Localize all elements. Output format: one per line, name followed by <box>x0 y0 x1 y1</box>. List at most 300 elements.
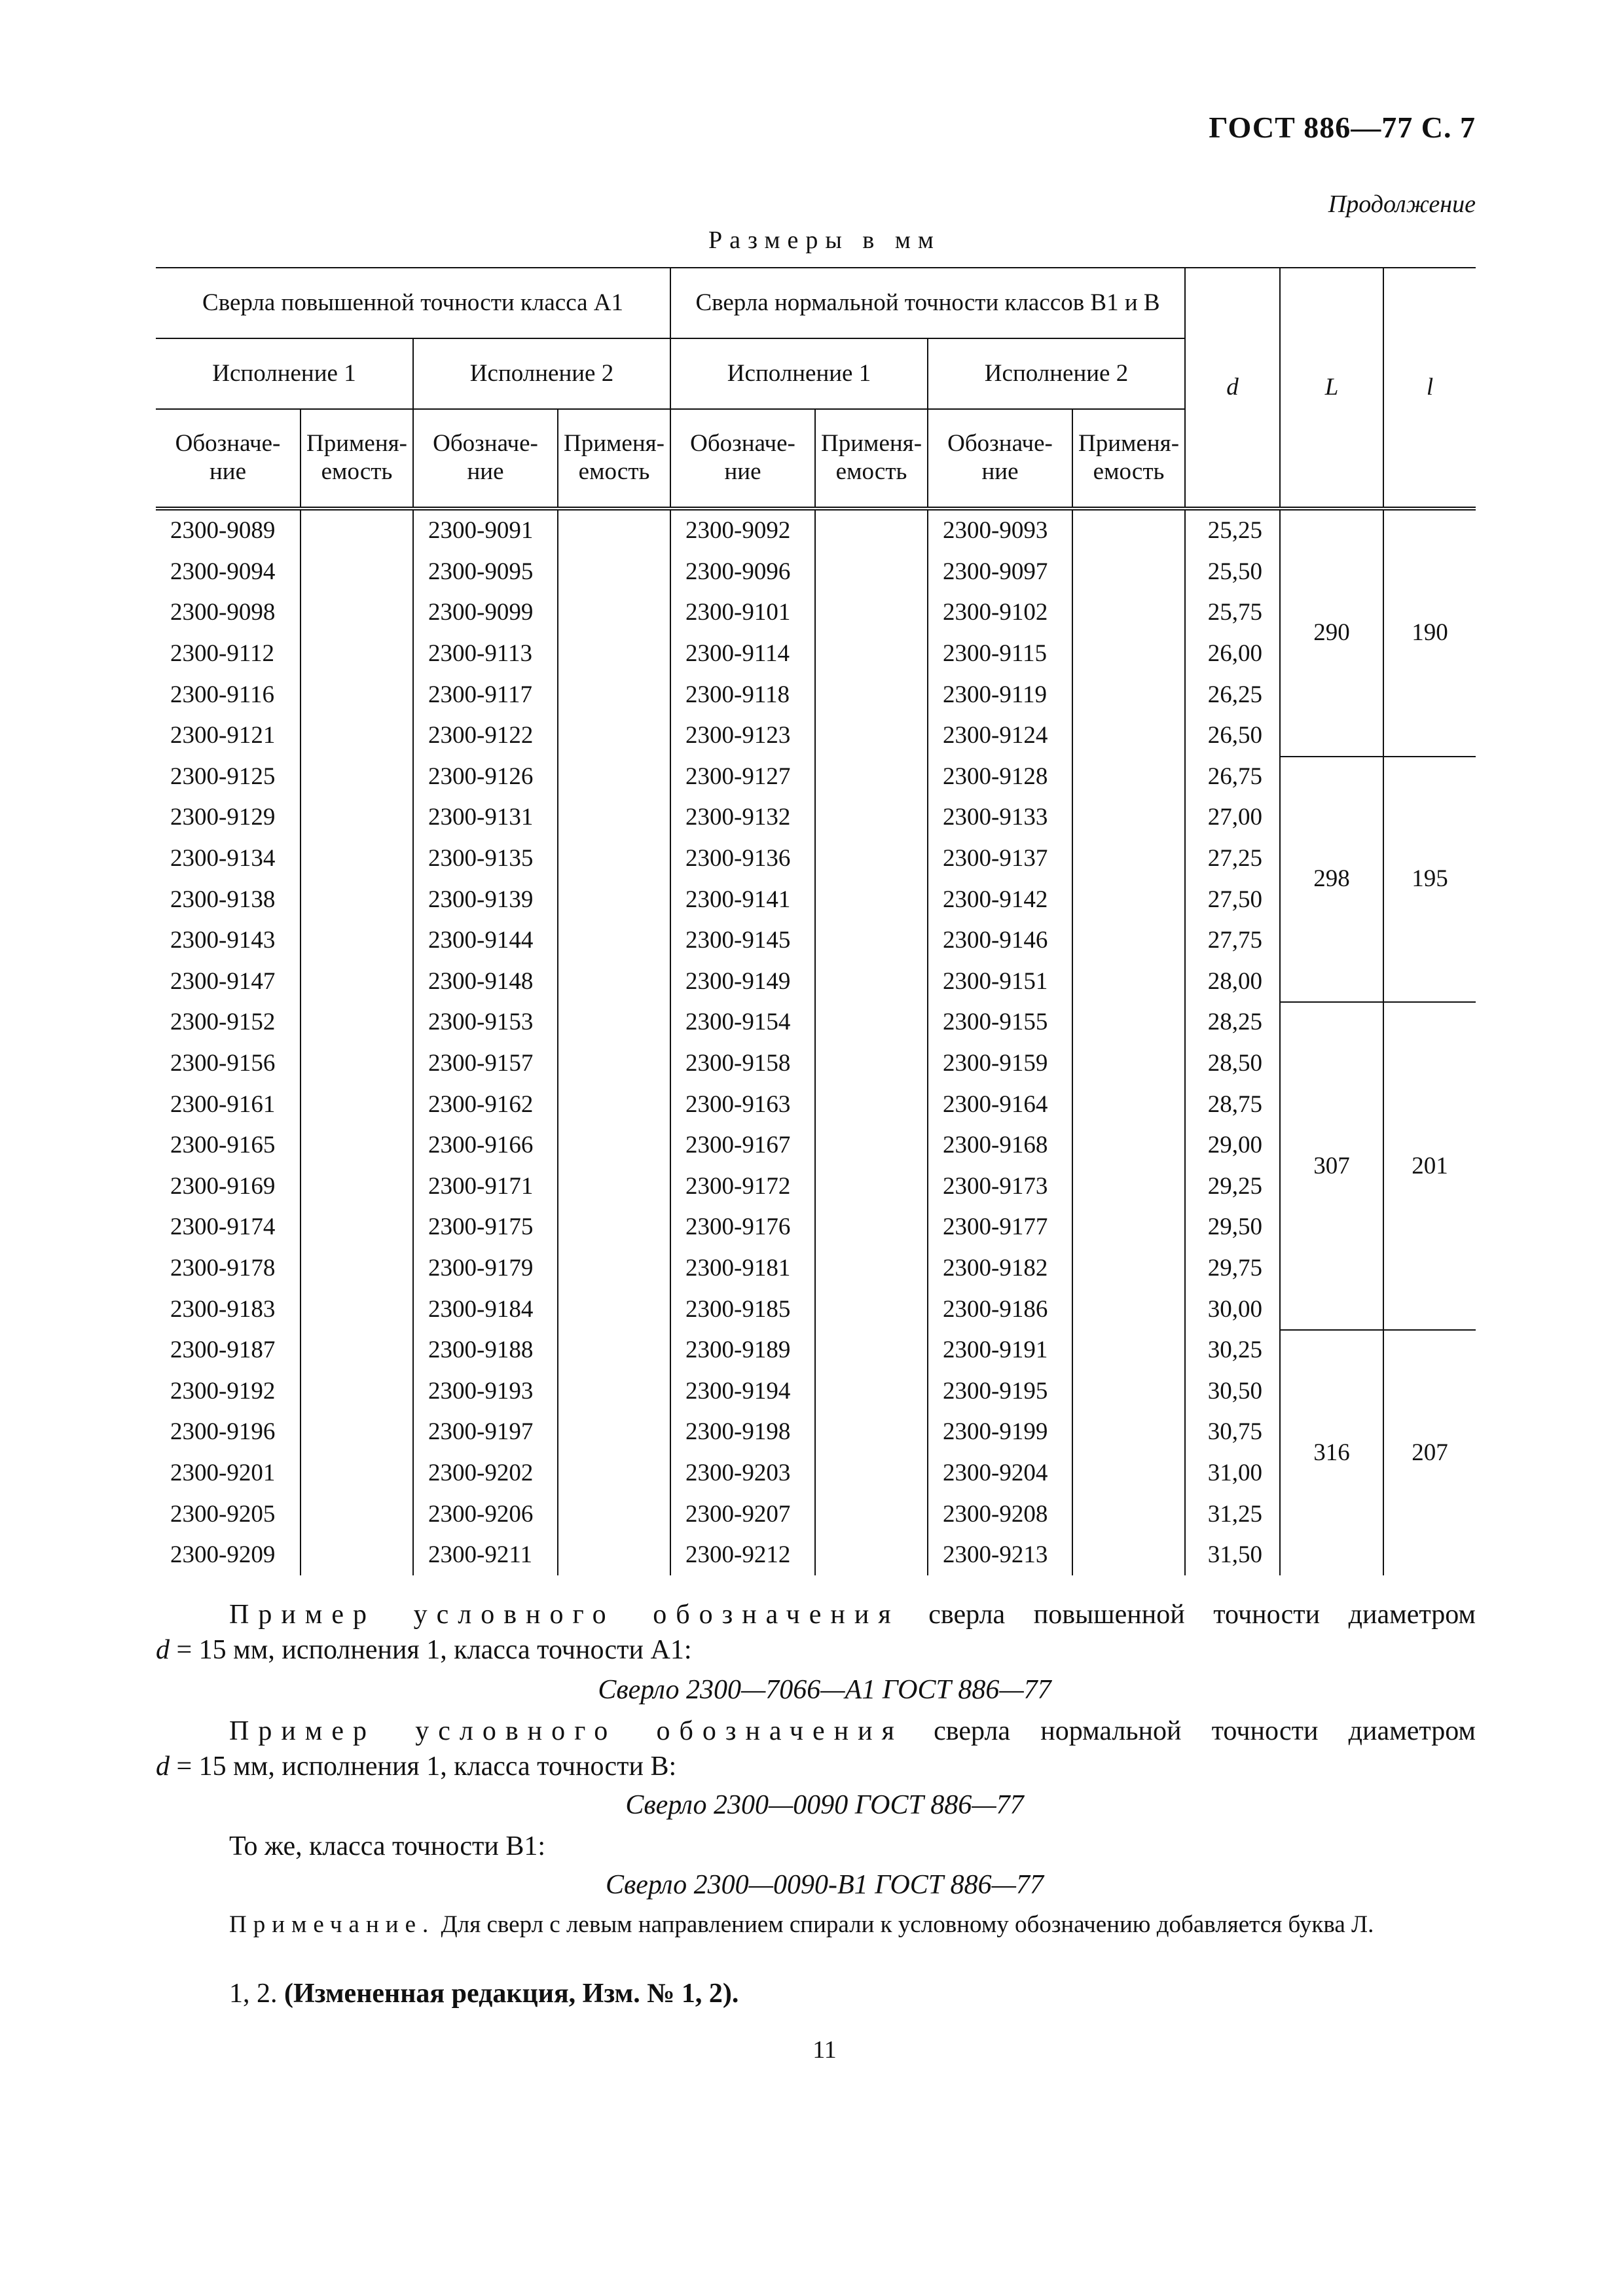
length-L: 316 <box>1280 1330 1383 1576</box>
a1-execution-2-designation: 2300-9117 <box>413 674 558 715</box>
b-execution-2-designation: 2300-9102 <box>928 592 1072 634</box>
length-l: 207 <box>1383 1330 1476 1576</box>
b-execution-2-applicability <box>1072 1207 1185 1248</box>
a1-execution-1-designation: 2300-9196 <box>170 1418 276 1446</box>
b-execution-1-designation: 2300-9167 <box>670 1125 815 1166</box>
diameter-d: 30,75 <box>1185 1412 1280 1453</box>
a1-execution-2-applicability <box>558 1494 670 1535</box>
header-L: L <box>1280 268 1383 509</box>
b-execution-1-applicability <box>815 1207 928 1248</box>
b-execution-2-designation: 2300-9093 <box>928 509 1072 552</box>
b-execution-2-designation: 2300-9146 <box>928 920 1072 961</box>
a1-execution-1-applicability <box>301 552 413 593</box>
example-2-designation: Сверло 2300—0090 ГОСТ 886—77 <box>625 1790 1024 1820</box>
b-execution-1-applicability <box>815 1166 928 1208</box>
b-execution-2-designation: 2300-9208 <box>928 1494 1072 1535</box>
length-L: 298 <box>1280 757 1383 1003</box>
b-execution-1-designation: 2300-9185 <box>670 1289 815 1330</box>
b-execution-2-designation: 2300-9164 <box>928 1084 1072 1125</box>
b-execution-1-applicability <box>815 961 928 1003</box>
b-execution-1-designation: 2300-9132 <box>670 797 815 838</box>
b-execution-2-designation: 2300-9124 <box>928 715 1072 757</box>
b-execution-1-applicability <box>815 1412 928 1453</box>
table-row <box>156 1248 1476 1289</box>
b-execution-2-applicability <box>1072 1494 1185 1535</box>
a1-execution-2-applicability <box>558 1166 670 1208</box>
b-execution-1-applicability <box>815 920 928 961</box>
units-caption: Размеры в мм <box>708 226 941 254</box>
continuation-label: Продолжение <box>1328 190 1476 218</box>
diameter-d: 28,25 <box>1185 1002 1280 1043</box>
header-group-a1: Сверла повышенной точности класса А1 <box>156 268 670 338</box>
a1-execution-1-applicability <box>301 674 413 715</box>
a1-execution-2-applicability <box>558 879 670 920</box>
amendment <box>229 1978 739 2009</box>
b-execution-2-applicability <box>1072 1330 1185 1371</box>
b-execution-1-applicability <box>815 1084 928 1125</box>
b-execution-2-designation: 2300-9155 <box>928 1002 1072 1043</box>
a1-execution-2-applicability <box>558 1289 670 1330</box>
a1-execution-1-applicability <box>301 920 413 961</box>
a1-execution-2-applicability <box>558 1002 670 1043</box>
a1-execution-2-designation: 2300-9184 <box>413 1289 558 1330</box>
table-row <box>156 838 1476 880</box>
b-execution-1-designation: 2300-9123 <box>670 715 815 757</box>
a1-execution-1-designation: 2300-9209 <box>170 1541 276 1569</box>
a1-execution-2-applicability <box>558 634 670 675</box>
header-applicability: Применя- емость <box>815 409 928 509</box>
a1-execution-2-applicability <box>558 920 670 961</box>
a1-execution-1-designation: 2300-9094 <box>170 558 276 585</box>
example-label: Пример условного обозначения <box>229 1716 903 1746</box>
a1-execution-1-applicability <box>301 1453 413 1494</box>
a1-execution-2-designation: 2300-9113 <box>413 634 558 675</box>
b-execution-1-applicability <box>815 1371 928 1412</box>
b-execution-1-designation: 2300-9194 <box>670 1371 815 1412</box>
b-execution-2-applicability <box>1072 1248 1185 1289</box>
diameter-d: 25,25 <box>1185 509 1280 552</box>
table-row <box>156 509 1476 552</box>
a1-execution-2-applicability <box>558 509 670 552</box>
b-execution-2-designation: 2300-9173 <box>928 1166 1072 1208</box>
b-execution-1-designation: 2300-9141 <box>670 879 815 920</box>
a1-execution-2-applicability <box>558 1535 670 1576</box>
a1-execution-2-designation: 2300-9148 <box>413 961 558 1003</box>
table-row <box>156 1330 1476 1371</box>
diameter-d: 31,50 <box>1185 1535 1280 1576</box>
b-execution-1-applicability <box>815 674 928 715</box>
b-execution-2-designation: 2300-9177 <box>928 1207 1072 1248</box>
a1-execution-2-applicability <box>558 838 670 880</box>
amendment-prefix: 1, 2. <box>229 1979 278 2009</box>
a1-execution-1-designation: 2300-9165 <box>170 1132 276 1159</box>
b-execution-1-applicability <box>815 592 928 634</box>
a1-execution-2-designation: 2300-9126 <box>413 757 558 798</box>
b-execution-2-applicability <box>1072 592 1185 634</box>
b-execution-1-designation: 2300-9154 <box>670 1002 815 1043</box>
b-execution-2-designation: 2300-9119 <box>928 674 1072 715</box>
header-d: d <box>1185 268 1280 509</box>
a1-execution-1-designation: 2300-9138 <box>170 886 276 913</box>
a1-execution-1-applicability <box>301 1289 413 1330</box>
b-execution-2-applicability <box>1072 1371 1185 1412</box>
b-execution-2-applicability <box>1072 552 1185 593</box>
note-text: Для сверл с левым направлением спирали к условному обозначению добавляется буква Л. <box>441 1911 1374 1938</box>
a1-execution-2-designation: 2300-9157 <box>413 1043 558 1085</box>
diameter-d: 26,25 <box>1185 674 1280 715</box>
diameter-d: 29,50 <box>1185 1207 1280 1248</box>
a1-execution-2-applicability <box>558 1371 670 1412</box>
a1-execution-1-designation: 2300-9121 <box>170 722 276 749</box>
b-execution-2-designation: 2300-9137 <box>928 838 1072 880</box>
diameter-d: 28,75 <box>1185 1084 1280 1125</box>
a1-execution-2-applicability <box>558 1043 670 1085</box>
b-execution-2-applicability <box>1072 1453 1185 1494</box>
a1-execution-2-designation: 2300-9206 <box>413 1494 558 1535</box>
header-designation: Обозначе- ние <box>156 409 301 509</box>
table-row <box>156 757 1476 798</box>
a1-execution-1-applicability <box>301 879 413 920</box>
amendment-text: (Измененная редакция, Изм. № 1, 2). <box>284 1979 739 2009</box>
a1-execution-2-designation: 2300-9175 <box>413 1207 558 1248</box>
b-execution-2-applicability <box>1072 1002 1185 1043</box>
b-execution-1-applicability <box>815 509 928 552</box>
a1-execution-1-designation: 2300-9134 <box>170 845 276 872</box>
table-row <box>156 961 1476 1003</box>
a1-execution-1-designation: 2300-9152 <box>170 1009 276 1036</box>
a1-execution-1-applicability <box>301 509 413 552</box>
b-execution-2-applicability <box>1072 1166 1185 1208</box>
b-execution-1-designation: 2300-9149 <box>670 961 815 1003</box>
a1-execution-1-applicability <box>301 1330 413 1371</box>
a1-execution-1-designation: 2300-9147 <box>170 967 276 995</box>
b-execution-1-designation: 2300-9127 <box>670 757 815 798</box>
a1-execution-2-designation: 2300-9193 <box>413 1371 558 1412</box>
diameter-d: 25,50 <box>1185 552 1280 593</box>
length-L: 307 <box>1280 1002 1383 1330</box>
length-l: 201 <box>1383 1002 1476 1330</box>
a1-execution-1-applicability <box>301 592 413 634</box>
a1-execution-1-designation: 2300-9178 <box>170 1254 276 1282</box>
table-row <box>156 1494 1476 1535</box>
table-row <box>156 1166 1476 1208</box>
b-execution-2-designation: 2300-9204 <box>928 1453 1072 1494</box>
b-execution-1-designation: 2300-9118 <box>670 674 815 715</box>
a1-execution-1-designation: 2300-9205 <box>170 1500 276 1528</box>
b-execution-1-applicability <box>815 1248 928 1289</box>
a1-execution-1-designation: 2300-9174 <box>170 1213 276 1241</box>
table-row <box>156 1412 1476 1453</box>
a1-execution-2-designation: 2300-9202 <box>413 1453 558 1494</box>
diameter-d: 27,75 <box>1185 920 1280 961</box>
header-applicability: Применя- емость <box>558 409 670 509</box>
example-2-text: сверла нормальной точности диаметром <box>934 1716 1476 1746</box>
a1-execution-2-designation: 2300-9131 <box>413 797 558 838</box>
example-2-line-1 <box>229 1713 1476 1749</box>
a1-execution-1-applicability <box>301 1412 413 1453</box>
b-execution-1-applicability <box>815 1125 928 1166</box>
b-execution-2-applicability <box>1072 1084 1185 1125</box>
b-execution-1-designation: 2300-9189 <box>670 1330 815 1371</box>
diameter-d: 27,50 <box>1185 879 1280 920</box>
b-execution-1-applicability <box>815 634 928 675</box>
a1-execution-1-designation: 2300-9129 <box>170 804 276 831</box>
b-execution-2-designation: 2300-9097 <box>928 552 1072 593</box>
table-row <box>156 1084 1476 1125</box>
a1-execution-2-designation: 2300-9166 <box>413 1125 558 1166</box>
a1-execution-1-applicability <box>301 757 413 798</box>
a1-execution-1-applicability <box>301 1125 413 1166</box>
a1-execution-1-applicability <box>301 1084 413 1125</box>
b-execution-2-designation: 2300-9191 <box>928 1330 1072 1371</box>
a1-execution-2-applicability <box>558 1207 670 1248</box>
b-execution-1-designation: 2300-9145 <box>670 920 815 961</box>
length-L: 290 <box>1280 509 1383 757</box>
b-execution-2-applicability <box>1072 1125 1185 1166</box>
example-1-line-1 <box>229 1597 1476 1632</box>
b-execution-1-designation: 2300-9212 <box>670 1535 815 1576</box>
length-l: 195 <box>1383 757 1476 1003</box>
header-designation: Обозначе- ние <box>928 409 1072 509</box>
b-execution-1-applicability <box>815 1002 928 1043</box>
b-execution-2-designation: 2300-9182 <box>928 1248 1072 1289</box>
a1-execution-2-designation: 2300-9211 <box>413 1535 558 1576</box>
a1-execution-2-designation: 2300-9188 <box>413 1330 558 1371</box>
a1-execution-1-designation: 2300-9089 <box>170 517 276 545</box>
b-execution-1-designation: 2300-9198 <box>670 1412 815 1453</box>
diameter-d: 30,00 <box>1185 1289 1280 1330</box>
a1-execution-1-designation: 2300-9116 <box>170 681 274 708</box>
b-execution-2-applicability <box>1072 1412 1185 1453</box>
diameter-d: 27,00 <box>1185 797 1280 838</box>
b-execution-1-applicability <box>815 1289 928 1330</box>
drill-dimensions-table <box>156 267 1476 1575</box>
a1-execution-1-applicability <box>301 1248 413 1289</box>
b-execution-1-applicability <box>815 1494 928 1535</box>
a1-execution-1-applicability <box>301 1535 413 1576</box>
b-execution-2-designation: 2300-9213 <box>928 1535 1072 1576</box>
b-execution-2-designation: 2300-9133 <box>928 797 1072 838</box>
a1-execution-2-applicability <box>558 552 670 593</box>
a1-execution-1-applicability <box>301 1043 413 1085</box>
b-execution-2-applicability <box>1072 757 1185 798</box>
table-row <box>156 674 1476 715</box>
b-execution-2-designation: 2300-9168 <box>928 1125 1072 1166</box>
b-execution-1-applicability <box>815 1535 928 1576</box>
diameter-d: 30,25 <box>1185 1330 1280 1371</box>
table-row <box>156 797 1476 838</box>
b-execution-1-designation: 2300-9163 <box>670 1084 815 1125</box>
table-row <box>156 552 1476 593</box>
table-body <box>156 509 1476 1575</box>
b-execution-2-designation: 2300-9195 <box>928 1371 1072 1412</box>
note-label: Примечание. <box>229 1911 435 1938</box>
symbol-d: d <box>156 1751 170 1782</box>
b-execution-2-applicability <box>1072 1043 1185 1085</box>
b-execution-2-designation: 2300-9186 <box>928 1289 1072 1330</box>
b-execution-1-designation: 2300-9176 <box>670 1207 815 1248</box>
a1-execution-1-applicability <box>301 838 413 880</box>
diameter-d: 26,50 <box>1185 715 1280 757</box>
a1-execution-1-designation: 2300-9098 <box>170 599 276 626</box>
example-3-designation: Сверло 2300—0090-В1 ГОСТ 886—77 <box>606 1870 1044 1900</box>
table-row <box>156 1371 1476 1412</box>
diameter-d: 30,50 <box>1185 1371 1280 1412</box>
table-row <box>156 920 1476 961</box>
a1-execution-2-applicability <box>558 592 670 634</box>
header-designation: Обозначе- ние <box>670 409 815 509</box>
b-execution-1-designation: 2300-9101 <box>670 592 815 634</box>
a1-execution-2-applicability <box>558 797 670 838</box>
b-execution-2-designation: 2300-9199 <box>928 1412 1072 1453</box>
example-1-designation: Сверло 2300—7066—А1 ГОСТ 886—77 <box>598 1675 1051 1705</box>
b-execution-2-applicability <box>1072 674 1185 715</box>
a1-execution-2-designation: 2300-9171 <box>413 1166 558 1208</box>
a1-execution-1-applicability <box>301 1002 413 1043</box>
a1-execution-1-applicability <box>301 634 413 675</box>
b-execution-1-designation: 2300-9207 <box>670 1494 815 1535</box>
diameter-d: 26,00 <box>1185 634 1280 675</box>
table-row <box>156 1453 1476 1494</box>
b-execution-1-applicability <box>815 838 928 880</box>
header-b-execution-1: Исполнение 1 <box>670 338 928 409</box>
a1-execution-2-designation: 2300-9122 <box>413 715 558 757</box>
b-execution-2-applicability <box>1072 715 1185 757</box>
diameter-d: 29,25 <box>1185 1166 1280 1208</box>
b-execution-1-applicability <box>815 1330 928 1371</box>
b-execution-1-designation: 2300-9203 <box>670 1453 815 1494</box>
b-execution-1-applicability <box>815 1453 928 1494</box>
a1-execution-1-designation: 2300-9201 <box>170 1459 276 1486</box>
diameter-d: 29,00 <box>1185 1125 1280 1166</box>
example-3-text: То же, класса точности В1: <box>229 1831 546 1861</box>
b-execution-1-designation: 2300-9172 <box>670 1166 815 1208</box>
diameter-d: 29,75 <box>1185 1248 1280 1289</box>
a1-execution-1-designation: 2300-9192 <box>170 1377 276 1405</box>
table-row <box>156 1125 1476 1166</box>
b-execution-2-applicability <box>1072 838 1185 880</box>
table-row <box>156 592 1476 634</box>
header-designation: Обозначе- ние <box>413 409 558 509</box>
a1-execution-1-applicability <box>301 715 413 757</box>
a1-execution-2-applicability <box>558 715 670 757</box>
a1-execution-2-designation: 2300-9179 <box>413 1248 558 1289</box>
a1-execution-2-designation: 2300-9099 <box>413 592 558 634</box>
b-execution-1-designation: 2300-9136 <box>670 838 815 880</box>
table-row <box>156 1535 1476 1576</box>
b-execution-2-applicability <box>1072 961 1185 1003</box>
b-execution-2-designation: 2300-9128 <box>928 757 1072 798</box>
a1-execution-2-designation: 2300-9139 <box>413 879 558 920</box>
b-execution-2-applicability <box>1072 920 1185 961</box>
table-row <box>156 1002 1476 1043</box>
table-row <box>156 879 1476 920</box>
header-group-b: Сверла нормальной точности классов В1 и В <box>670 268 1185 338</box>
note <box>156 1908 1476 1942</box>
b-execution-2-applicability <box>1072 634 1185 675</box>
example-1-line-2 <box>156 1632 1476 1668</box>
a1-execution-2-designation: 2300-9162 <box>413 1084 558 1125</box>
b-execution-2-designation: 2300-9115 <box>928 634 1072 675</box>
page-header-standard: ГОСТ 886—77 С. 7 <box>1209 111 1476 144</box>
b-execution-1-designation: 2300-9114 <box>670 634 815 675</box>
b-execution-2-applicability <box>1072 1289 1185 1330</box>
b-execution-1-applicability <box>815 797 928 838</box>
length-l: 190 <box>1383 509 1476 757</box>
a1-execution-2-applicability <box>558 1084 670 1125</box>
a1-execution-1-designation: 2300-9187 <box>170 1336 276 1364</box>
table-row <box>156 1289 1476 1330</box>
b-execution-1-applicability <box>815 879 928 920</box>
header-applicability: Применя- емость <box>1072 409 1185 509</box>
a1-execution-2-applicability <box>558 1330 670 1371</box>
a1-execution-2-applicability <box>558 757 670 798</box>
a1-execution-2-applicability <box>558 1453 670 1494</box>
b-execution-2-applicability <box>1072 1535 1185 1576</box>
a1-execution-2-designation: 2300-9197 <box>413 1412 558 1453</box>
a1-execution-2-designation: 2300-9095 <box>413 552 558 593</box>
example-1-text: сверла повышенной точности диаметром <box>928 1600 1476 1630</box>
b-execution-2-designation: 2300-9142 <box>928 879 1072 920</box>
symbol-d: d <box>156 1635 170 1665</box>
a1-execution-1-applicability <box>301 1207 413 1248</box>
b-execution-2-applicability <box>1072 509 1185 552</box>
b-execution-1-designation: 2300-9092 <box>670 509 815 552</box>
b-execution-1-applicability <box>815 1043 928 1085</box>
header-l: l <box>1383 268 1476 509</box>
a1-execution-1-applicability <box>301 1371 413 1412</box>
b-execution-2-designation: 2300-9151 <box>928 961 1072 1003</box>
a1-execution-1-designation: 2300-9169 <box>170 1172 276 1200</box>
example-1-text-cont: = 15 мм, исполнения 1, класса точности А1: <box>170 1635 692 1665</box>
table-row <box>156 1043 1476 1085</box>
b-execution-1-applicability <box>815 715 928 757</box>
a1-execution-1-designation: 2300-9156 <box>170 1050 276 1077</box>
header-b-execution-2: Исполнение 2 <box>928 338 1185 409</box>
table-row <box>156 634 1476 675</box>
a1-execution-1-applicability <box>301 961 413 1003</box>
a1-execution-2-applicability <box>558 674 670 715</box>
a1-execution-1-applicability <box>301 1494 413 1535</box>
header-applicability: Применя- емость <box>301 409 413 509</box>
a1-execution-1-designation: 2300-9125 <box>170 762 276 790</box>
a1-execution-2-applicability <box>558 1412 670 1453</box>
b-execution-1-designation: 2300-9096 <box>670 552 815 593</box>
b-execution-2-applicability <box>1072 797 1185 838</box>
diameter-d: 28,00 <box>1185 961 1280 1003</box>
b-execution-2-designation: 2300-9159 <box>928 1043 1072 1085</box>
a1-execution-1-designation: 2300-9112 <box>170 640 274 668</box>
b-execution-1-applicability <box>815 757 928 798</box>
a1-execution-2-applicability <box>558 961 670 1003</box>
a1-execution-2-designation: 2300-9153 <box>413 1002 558 1043</box>
diameter-d: 26,75 <box>1185 757 1280 798</box>
a1-execution-2-applicability <box>558 1248 670 1289</box>
a1-execution-1-applicability <box>301 1166 413 1208</box>
example-label: Пример условного обозначения <box>229 1600 900 1630</box>
a1-execution-1-designation: 2300-9183 <box>170 1295 276 1323</box>
header-a1-execution-1: Исполнение 1 <box>156 338 413 409</box>
a1-execution-2-designation: 2300-9135 <box>413 838 558 880</box>
a1-execution-2-applicability <box>558 1125 670 1166</box>
a1-execution-1-designation: 2300-9161 <box>170 1090 276 1118</box>
diameter-d: 31,25 <box>1185 1494 1280 1535</box>
example-2-line-2 <box>156 1749 1476 1784</box>
table-row <box>156 1207 1476 1248</box>
header-a1-execution-2: Исполнение 2 <box>413 338 670 409</box>
a1-execution-2-designation: 2300-9144 <box>413 920 558 961</box>
a1-execution-1-applicability <box>301 797 413 838</box>
